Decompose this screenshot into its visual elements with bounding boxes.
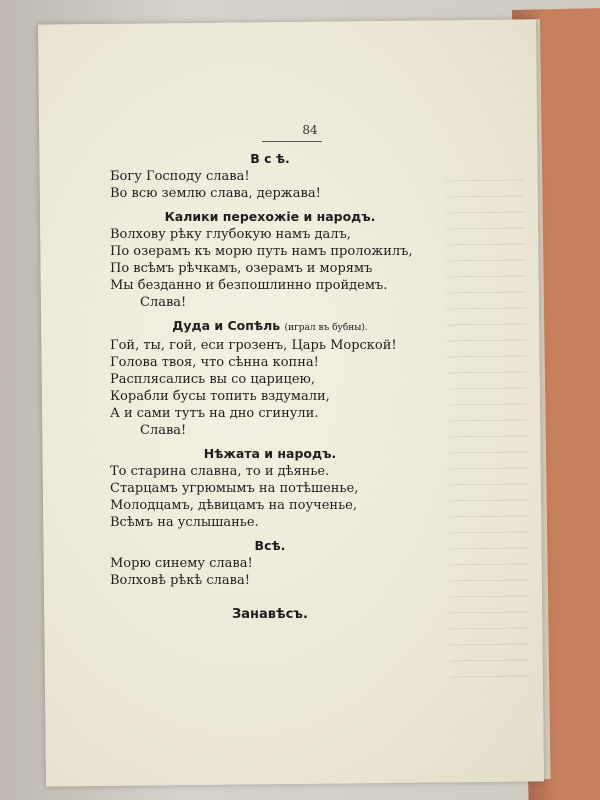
verse-line: А и сами тутъ на дно сгинули. xyxy=(110,406,319,421)
speaker-heading: Всѣ. xyxy=(254,538,286,553)
verse-line: Мы безданно и безпошлинно пройдемъ. xyxy=(110,278,388,293)
verse-line: Старцамъ угрюмымъ на потѣшенье, xyxy=(110,481,359,496)
verse-line: Слава! xyxy=(140,423,187,438)
verse-line: Слава! xyxy=(140,295,187,310)
speaker-heading: Нѣжата и народъ. xyxy=(203,446,337,461)
verse-line: Во всю землю слава, держава! xyxy=(110,186,321,201)
verse-line: То старина славна, то и дѣянье. xyxy=(110,464,330,479)
verse-line: Молодцамъ, дѣвицамъ на поученье, xyxy=(110,498,357,513)
verse-line: Всѣмъ на услышанье. xyxy=(110,515,259,530)
play-text xyxy=(110,150,430,622)
show-through-text xyxy=(445,180,530,691)
stage-direction: (играл въ бубны). xyxy=(284,323,368,333)
verse-line: Гой, ты, гой, еси грозенъ, Царь Морской! xyxy=(110,338,397,353)
page-number: 84 xyxy=(302,123,318,137)
curtain-heading: Занавѣсъ. xyxy=(232,607,308,622)
verse-line: Расплясались вы со царицею, xyxy=(110,372,315,387)
verse-line: Богу Господу слава! xyxy=(110,169,250,184)
verse-line: Корабли бусы топить вздумали, xyxy=(110,389,330,404)
verse-line: По озерамъ къ морю путь намъ проложилъ, xyxy=(110,244,413,259)
verse-line: Волхову рѣку глубокую намъ далъ, xyxy=(110,227,351,242)
verse-line: Волховѣ рѣкѣ слава! xyxy=(110,573,250,588)
verse-line: По всѣмъ рѣчкамъ, озерамъ и морямъ xyxy=(110,261,373,276)
speaker-heading: Дуда и Сопѣль (играл въ бубны). xyxy=(172,318,368,333)
verse-line: Голова твоя, что сѣнна копна! xyxy=(110,355,319,370)
speaker-heading: Калики перехожіе и народъ. xyxy=(164,209,376,224)
page-number-rule xyxy=(262,141,322,142)
speaker-heading: В с ѣ. xyxy=(250,151,290,166)
verse-line: Морю синему слава! xyxy=(110,556,253,571)
